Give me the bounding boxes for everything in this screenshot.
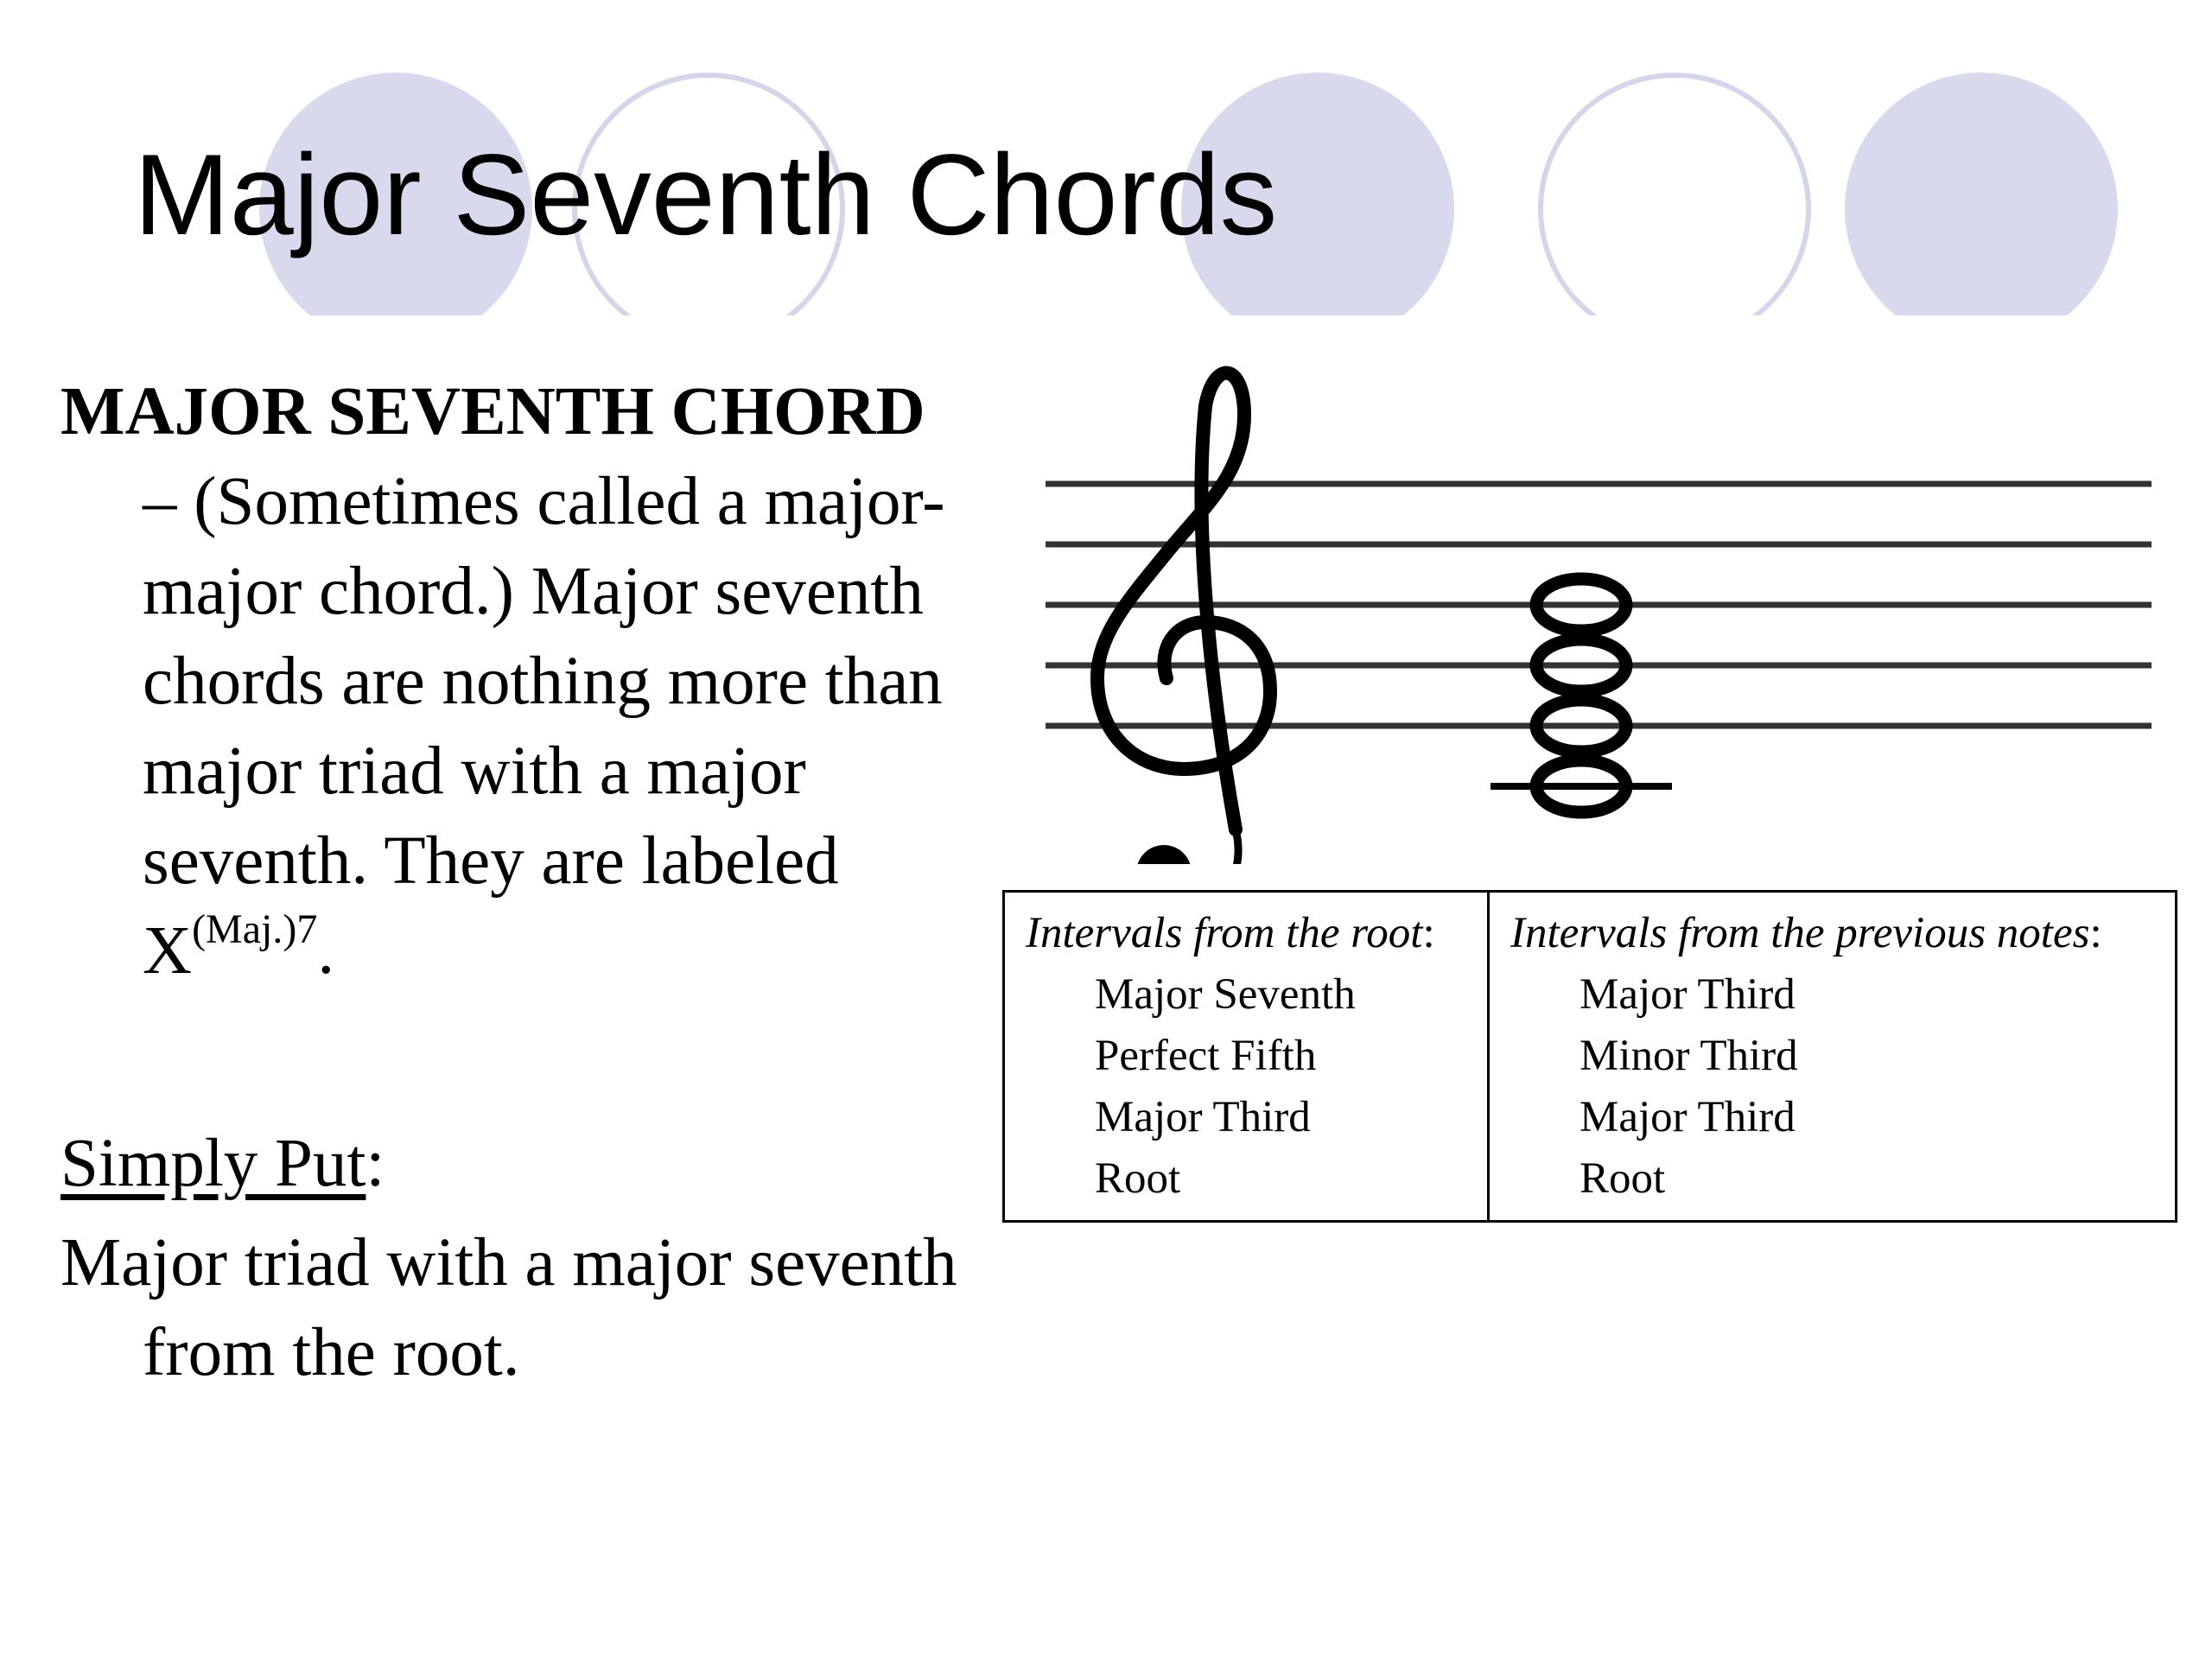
simply-put-heading [60,1119,385,1209]
slide-title: Major Seventh Chords [134,131,1278,259]
treble-clef-icon [1097,373,1270,864]
intervals-row [1004,892,2177,1222]
intervals-from-root-heading: Intervals from the root: [1026,909,1435,957]
chord-label-base: X [143,913,193,988]
root-interval-4: Root [1095,1154,1181,1203]
root-interval-2: Perfect Fifth [1095,1032,1317,1080]
definition-line-5: seventh. They are labeled [143,823,839,899]
definition-block [60,367,1002,996]
intervals-from-root-cell [1004,892,1489,1222]
definition-line-1: – (Sometimes called a major- [143,464,945,539]
previous-interval-4: Root [1580,1154,1666,1203]
chord-label-end: . [317,913,335,988]
definition-line-2: major chord.) Major seventh [143,554,924,629]
deco-circle-outline-2 [1541,75,1808,343]
chord-notes [1491,579,1672,812]
deco-circle-filled-3 [1845,73,2118,346]
root-interval-1: Major Seventh [1095,970,1356,1019]
simply-put-colon: : [365,1126,385,1201]
simply-put-text: Major triad with a major seventh from the root. [60,1225,957,1390]
simply-put-label: Simply Put [60,1126,366,1201]
definition-line-4: major triad with a major [143,734,806,809]
chord-label-superscript: (Maj.)7 [192,906,318,952]
definition-paragraph [60,367,1002,996]
previous-interval-1: Major Third [1580,970,1796,1019]
chord-label [143,906,335,988]
definition-line-3: chords are nothing more than [143,644,943,719]
intervals-from-previous-cell [1489,892,2177,1222]
intervals-from-previous-heading: Intervals from the previous notes: [1510,909,2102,957]
root-interval-3: Major Third [1095,1093,1311,1141]
previous-interval-3: Major Third [1580,1093,1796,1141]
intervals-table [1002,890,2177,1223]
music-staff [1037,346,2195,864]
previous-interval-2: Minor Third [1580,1032,1798,1080]
definition-term: MAJOR SEVENTH CHORD [60,374,925,449]
